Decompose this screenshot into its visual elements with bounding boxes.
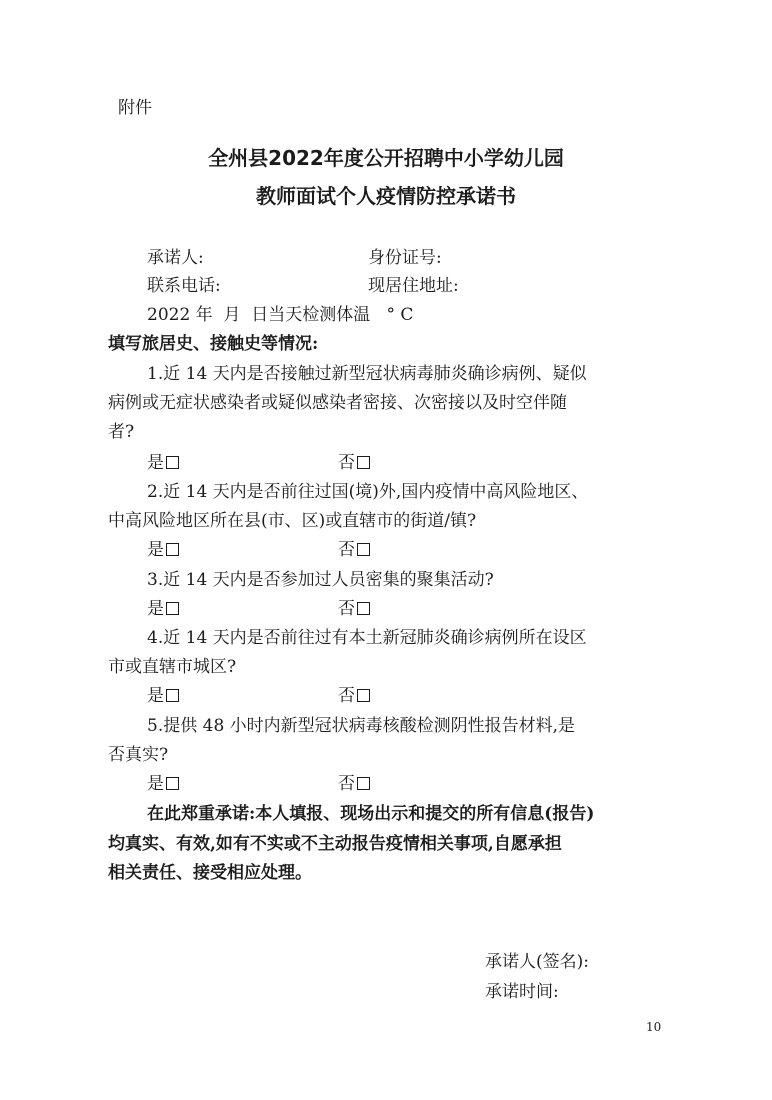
yes-label: 是	[147, 540, 164, 560]
question-5-line2: 否真实?	[108, 745, 169, 765]
section-heading: 填写旅居史、接触史等情况:	[108, 334, 319, 354]
pledge-line3: 相关责任、接受相应处理。	[108, 863, 312, 883]
address-field-label: 现居住地址:	[368, 276, 459, 296]
question-1-line3: 者?	[108, 422, 135, 442]
yes-checkbox[interactable]	[166, 689, 179, 702]
pledge-line2: 均真实、有效,如有不实或不主动报告疫情相关事项,自愿承担	[108, 834, 562, 854]
question-4-line2: 市或直辖市城区?	[108, 657, 237, 677]
yes-checkbox[interactable]	[166, 777, 179, 790]
no-label: 否	[338, 453, 355, 473]
question-4-line1: 4.近 14 天内是否前往过有本土新冠肺炎确诊病例所在设区	[147, 628, 587, 648]
question-1-yes-option[interactable]	[147, 448, 179, 473]
pledge-body: 本人填报、现场出示和提交的所有信息(报告)	[255, 804, 595, 824]
signer-signature-label: 承诺人(签名):	[485, 952, 589, 972]
question-2-yes-option[interactable]	[147, 535, 179, 560]
yes-label: 是	[147, 774, 164, 794]
no-checkbox[interactable]	[357, 543, 370, 556]
attachment-label: 附件	[118, 98, 152, 118]
phone-field-label: 联系电话:	[147, 276, 221, 296]
question-5-yes-option[interactable]	[147, 769, 179, 794]
promise-date-label: 承诺时间:	[485, 982, 559, 1002]
question-3-yes-option[interactable]	[147, 594, 179, 619]
yes-checkbox[interactable]	[166, 456, 179, 469]
question-1-line2: 病例或无症状感染者或疑似感染者密接、次密接以及时空伴随	[108, 393, 567, 413]
page-number: 10	[646, 1020, 662, 1034]
no-label: 否	[338, 599, 355, 619]
yes-checkbox[interactable]	[166, 543, 179, 556]
yes-label: 是	[147, 686, 164, 706]
question-3-line1: 3.近 14 天内是否参加过人员密集的聚集活动?	[147, 570, 494, 590]
no-checkbox[interactable]	[357, 602, 370, 615]
question-2-no-option[interactable]	[338, 535, 370, 560]
pledge-line1	[147, 799, 594, 824]
question-1-no-option[interactable]	[338, 448, 370, 473]
no-label: 否	[338, 774, 355, 794]
yes-checkbox[interactable]	[166, 602, 179, 615]
yes-label: 是	[147, 453, 164, 473]
promisor-field-label: 承诺人:	[147, 248, 204, 268]
question-5-no-option[interactable]	[338, 769, 370, 794]
question-4-no-option[interactable]	[338, 681, 370, 706]
question-5-line1: 5.提供 48 小时内新型冠状病毒核酸检测阴性报告材料,是	[147, 716, 576, 736]
temperature-field-label: 2022 年 月 日当天检测体温 ° C	[147, 305, 414, 325]
no-label: 否	[338, 686, 355, 706]
no-checkbox[interactable]	[357, 456, 370, 469]
question-3-no-option[interactable]	[338, 594, 370, 619]
question-4-yes-option[interactable]	[147, 681, 179, 706]
pledge-lead: 在此郑重承诺:	[147, 804, 256, 824]
page-title-line1: 全州县2022年度公开招聘中小学幼儿园	[208, 146, 564, 170]
question-1-line1: 1.近 14 天内是否接触过新型冠状病毒肺炎确诊病例、疑似	[147, 364, 587, 384]
yes-label: 是	[147, 599, 164, 619]
no-checkbox[interactable]	[357, 777, 370, 790]
page-title-line2: 教师面试个人疫情防控承诺书	[256, 184, 516, 208]
question-2-line1: 2.近 14 天内是否前往过国(境)外,国内疫情中高风险地区、	[147, 482, 589, 502]
no-label: 否	[338, 540, 355, 560]
id-number-field-label: 身份证号:	[368, 248, 442, 268]
question-2-line2: 中高风险地区所在县(市、区)或直辖市的街道/镇?	[108, 511, 477, 531]
no-checkbox[interactable]	[357, 689, 370, 702]
